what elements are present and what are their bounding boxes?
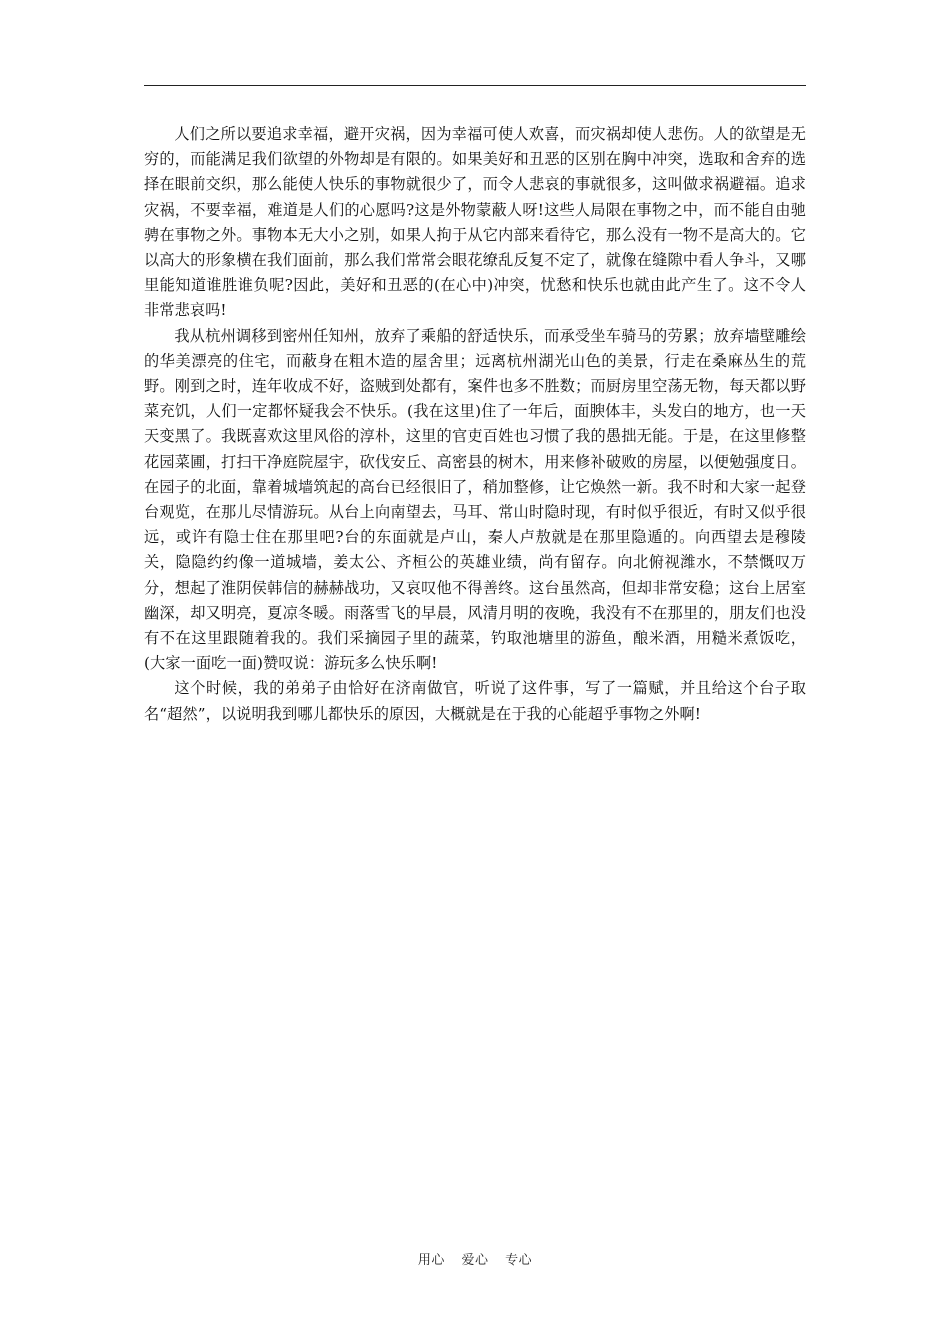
- paragraph-1: 人们之所以要追求幸福，避开灾祸，因为幸福可使人欢喜，而灾祸却使人悲伤。人的欲望是无穷的，而能满足我们欲望的外物却是有限的。如果美好和丑恶的区别在胸中冲突，选取和舍弃的选择在眼前交织，那么能使人快乐的事物就很少了，而令人悲哀的事就很多，这叫做求祸避福。追求灾祸，不要幸福，难道是人们的心愿吗?这是外物蒙蔽人呀!这些人局限在事物之中，而不能自由驰骋在事物之外。事物本无大小之别，如果人拘于从它内部来看待它，那么没有一物不是高大的。它以高大的形象横在我们面前，那么我们常常会眼花缭乱反复不定了，就像在缝隙中看人争斗，又哪里能知道谁胜谁负呢?因此，美好和丑恶的(在心中)冲突，忧愁和快乐也就由此产生了。这不令人非常悲哀吗!: [144, 125, 806, 320]
- paragraph-3: 这个时候，我的弟弟子由恰好在济南做官，听说了这件事，写了一篇赋，并且给这个台子取名“超然”，以说明我到哪儿都快乐的原因，大概就是在于我的心能超乎事物之外啊!: [144, 679, 806, 723]
- body-text: [144, 122, 806, 727]
- page-footer: 用心 爱心 专心: [417, 1253, 533, 1268]
- paragraph-2: 我从杭州调移到密州任知州，放弃了乘船的舒适快乐，而承受坐车骑马的劳累；放弃墙壁雕绘的华美漂亮的住宅，而蔽身在粗木造的屋舍里；远离杭州湖光山色的美景，行走在桑麻丛生的荒野。刚到之时，连年收成不好，盗贼到处都有，案件也多不胜数；而厨房里空荡无物，每天都以野菜充饥，人们一定都怀疑我会不快乐。(我在这里)住了一年后，面腴体丰，头发白的地方，也一天天变黑了。我既喜欢这里风俗的淳朴，这里的官吏百姓也习惯了我的愚拙无能。于是，在这里修整花园菜圃，打扫干净庭院屋宇，砍伐安丘、高密县的树木，用来修补破败的房屋，以便勉强度日。在园子的北面，靠着城墙筑起的高台已经很旧了，稍加整修，让它焕然一新。我不时和大家一起登台观览，在那儿尽情游玩。从台上向南望去，马耳、常山时隐时现，有时似乎很近，有时又似乎很远，或许有隐士住在那里吧?台的东面就是卢山，秦人卢敖就是在那里隐遁的。向西望去是穆陵关，隐隐约约像一道城墙，姜太公、齐桓公的英雄业绩，尚有留存。向北俯视潍水，不禁慨叹万分，想起了淮阴侯韩信的赫赫战功，又哀叹他不得善终。这台虽然高，但却非常安稳；这台上居室幽深，却又明亮，夏凉冬暖。雨落雪飞的早晨，风清月明的夜晚，我没有不在那里的，朋友们也没有不在这里跟随着我的。我们采摘园子里的蔬菜，钓取池塘里的游鱼，酿米酒，用糙米煮饭吃，(大家一面吃一面)赞叹说：游玩多么快乐啊!: [144, 326, 806, 673]
- header-rule: [144, 85, 806, 86]
